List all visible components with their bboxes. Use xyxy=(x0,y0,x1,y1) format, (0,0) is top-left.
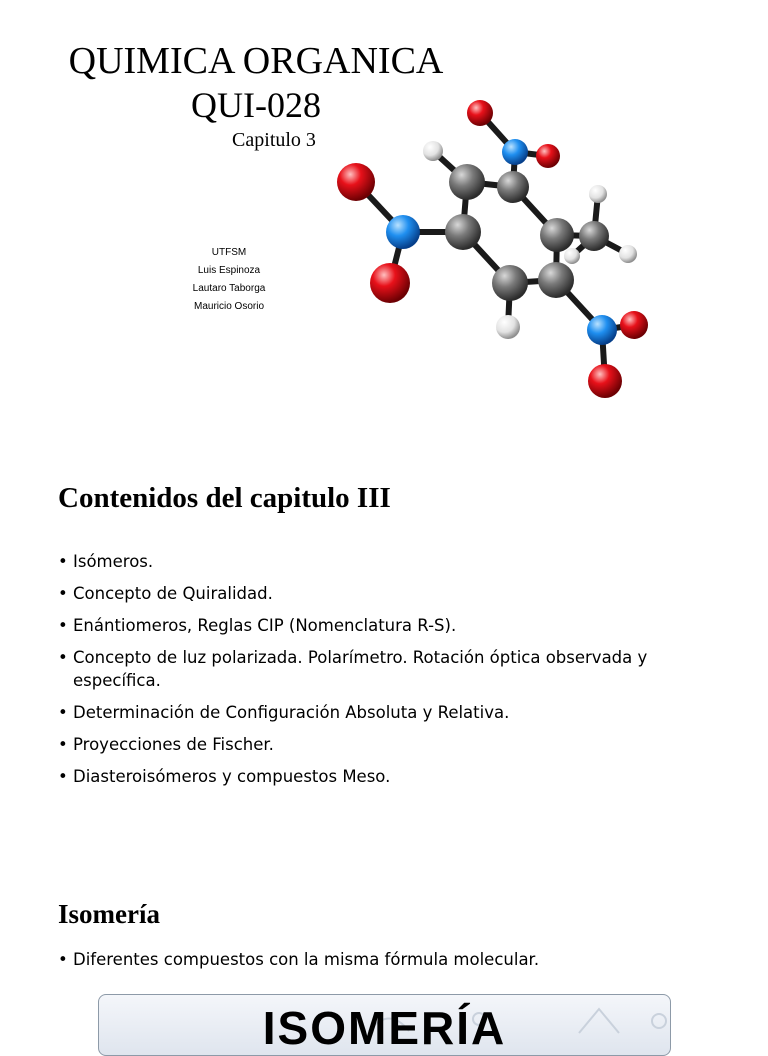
list-item xyxy=(58,701,738,724)
title-slide xyxy=(0,0,768,440)
bullet-marker: • xyxy=(58,950,68,969)
list-item-text: Diferentes compuestos con la misma fórmula molecular. xyxy=(73,950,540,969)
list-item xyxy=(58,733,738,756)
bullet-marker: • xyxy=(58,735,68,754)
credit-author: Lautaro Taborga xyxy=(192,283,266,294)
bullet-marker: • xyxy=(58,703,68,722)
list-item xyxy=(58,646,738,692)
list-item-text: Proyecciones de Fischer. xyxy=(73,735,274,754)
list-item-text: Concepto de luz polarizada. Polarímetro. Rotación óptica observada y específica. xyxy=(73,648,648,690)
list-item-text: Isómeros. xyxy=(73,552,154,571)
list-item xyxy=(58,550,738,573)
course-code: QUI-028 xyxy=(191,85,321,125)
isomeria-slide xyxy=(0,870,768,1054)
credit-institution: UTFSM xyxy=(211,247,247,258)
list-item xyxy=(58,765,738,788)
banner-text: ISOMERÍA xyxy=(262,1002,507,1054)
bullet-marker: • xyxy=(58,584,68,603)
credit-author: Mauricio Osorio xyxy=(193,301,265,312)
slide-title: QUIMICA ORGANICA xyxy=(68,40,444,82)
bullet-marker: • xyxy=(58,616,68,635)
isomeria-title: Isomería xyxy=(58,899,160,929)
carbon-atoms xyxy=(445,164,609,301)
list-item xyxy=(58,582,738,605)
bullet-marker: • xyxy=(58,552,68,571)
chapter-label: Capitulo 3 xyxy=(232,129,316,151)
bullet-marker: • xyxy=(58,648,68,667)
bullet-marker: • xyxy=(58,767,68,786)
list-item-text: Enántiomeros, Reglas CIP (Nomenclatura R-S). xyxy=(73,616,457,635)
credits-block xyxy=(165,244,293,316)
molecule-illustration xyxy=(300,80,660,430)
contents-slide xyxy=(0,440,768,860)
list-item-text: Determinación de Configuración Absoluta y Relativa. xyxy=(73,703,510,722)
list-item-text: Diasteroisómeros y compuestos Meso. xyxy=(73,767,391,786)
contents-list xyxy=(58,550,738,797)
credit-author: Luis Espinoza xyxy=(197,265,261,276)
contents-title: Contenidos del capitulo III xyxy=(58,482,391,514)
list-item xyxy=(58,948,753,971)
list-item xyxy=(58,614,738,637)
isomeria-banner xyxy=(98,994,671,1056)
list-item-text: Concepto de Quiralidad. xyxy=(73,584,273,603)
